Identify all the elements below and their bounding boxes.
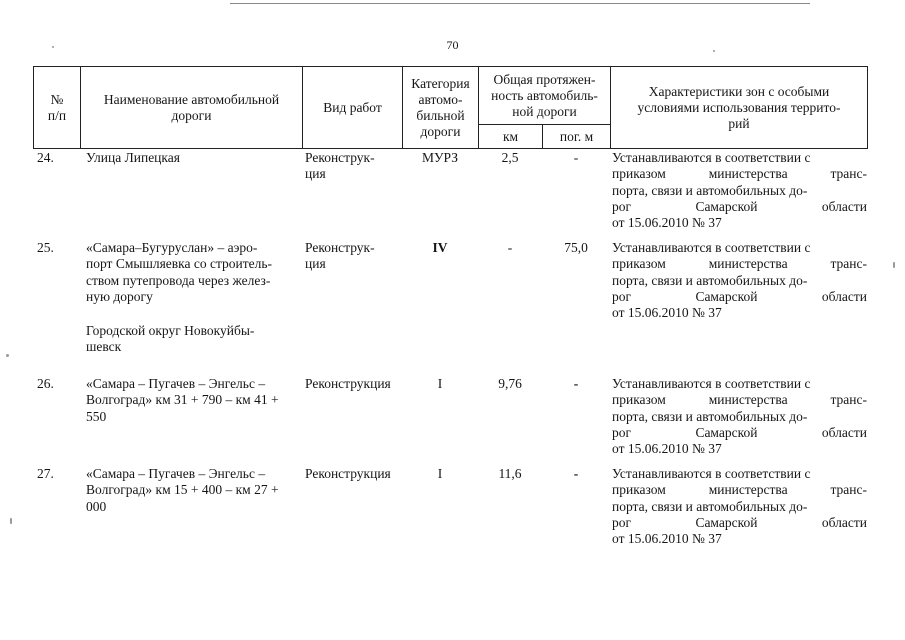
road-name-line: Волгоград» км 31 + 790 – км 41 +	[86, 392, 279, 408]
zone-characteristics	[610, 150, 867, 240]
zone-word: порта, связи и автомобильных до-	[612, 498, 808, 514]
length-km: -	[507, 240, 513, 255]
zone-word: Самарской	[695, 288, 758, 304]
zone-line	[612, 256, 867, 272]
header-length-line: ной дороги	[512, 103, 577, 119]
work-type-line: Реконструк-	[305, 150, 375, 165]
header-zone-line: условиями использования террито-	[637, 99, 841, 115]
zone-line	[612, 199, 867, 215]
road-name	[80, 376, 302, 466]
zone-word: министерства	[708, 482, 788, 498]
header-work: Вид работ	[303, 67, 403, 149]
header-category-line: дороги	[420, 123, 461, 139]
zone-line	[612, 183, 867, 199]
zone-word: Самарской	[695, 198, 758, 214]
zone-word: приказом	[612, 166, 666, 182]
header-name-line: дороги	[171, 107, 212, 123]
header-zone-line: рий	[728, 115, 750, 131]
scan-speck	[893, 262, 895, 268]
work-type	[302, 376, 402, 466]
work-type	[302, 240, 402, 376]
zone-line	[612, 482, 867, 498]
header-name	[81, 67, 303, 149]
header-zone	[611, 67, 868, 149]
zone-word: рог	[612, 424, 632, 440]
zone-word: от 15.06.2010 № 37	[612, 305, 722, 321]
zone-line	[612, 215, 867, 231]
length-km: 11,6	[498, 466, 522, 481]
scan-speck	[52, 46, 54, 48]
work-type-line: ция	[305, 256, 326, 272]
road-category: I	[437, 466, 443, 481]
zone-word: транс-	[830, 482, 867, 498]
zone-word: министерства	[708, 256, 788, 272]
road-name	[80, 150, 302, 240]
zone-line	[612, 376, 867, 392]
zone-word: области	[821, 424, 867, 440]
header-name-line: Наименование автомобильной	[103, 91, 280, 107]
length-pog: -	[573, 376, 579, 391]
zone-characteristics	[610, 240, 867, 376]
zone-word: Устанавливаются в соответствии с	[612, 466, 811, 481]
header-category-line: Категория	[411, 75, 470, 91]
work-type-line: Реконструк-	[305, 240, 375, 255]
header-length-line: Общая протяжен-	[493, 71, 596, 87]
zone-word: министерства	[708, 166, 788, 182]
row-number: 27.	[37, 466, 54, 481]
zone-word: от 15.06.2010 № 37	[612, 215, 722, 231]
zone-word: области	[821, 514, 867, 530]
length-pog: -	[573, 466, 579, 481]
road-name-line: «Самара – Пугачев – Энгельс –	[86, 466, 266, 481]
table-row	[33, 150, 867, 240]
table-row	[33, 240, 867, 376]
zone-line	[612, 240, 867, 256]
header-num-line: п/п	[47, 107, 67, 123]
zone-word: порта, связи и автомобильных до-	[612, 272, 808, 288]
zone-word: транс-	[830, 392, 867, 408]
zone-word: Самарской	[695, 424, 758, 440]
zone-word: от 15.06.2010 № 37	[612, 441, 722, 457]
work-type	[302, 466, 402, 556]
table-row	[33, 376, 867, 466]
zone-line	[612, 425, 867, 441]
road-name	[80, 240, 302, 376]
zone-word: министерства	[708, 392, 788, 408]
row-number: 24.	[37, 150, 54, 165]
header-length-line: ность автомобиль-	[491, 87, 598, 103]
zone-line	[612, 441, 867, 457]
district-note-line: шевск	[86, 339, 122, 355]
header-pog: пог. м	[543, 125, 611, 149]
top-rule	[230, 3, 810, 4]
road-name-line: 000	[86, 498, 107, 514]
work-type-line: ция	[305, 166, 326, 182]
zone-word: транс-	[830, 256, 867, 272]
road-name-line: Улица Липецкая	[86, 150, 180, 165]
length-pog: 75,0	[564, 240, 588, 255]
road-name-line: ством путепровода через желез-	[86, 272, 271, 288]
header-category-line: автомо-	[418, 91, 463, 107]
zone-word: Устанавливаются в соответствии с	[612, 240, 811, 255]
zone-line	[612, 392, 867, 408]
work-type	[302, 150, 402, 240]
zone-line	[612, 515, 867, 531]
road-category: МУРЗ	[422, 150, 458, 165]
zone-word: Устанавливаются в соответствии с	[612, 376, 811, 391]
header-category	[403, 67, 479, 149]
road-name-line: порт Смышляевка со строитель-	[86, 256, 273, 272]
scan-speck	[6, 354, 9, 357]
header-num-line: №	[50, 91, 64, 107]
zone-word: от 15.06.2010 № 37	[612, 531, 722, 547]
road-category: IV	[432, 240, 448, 255]
length-km: 9,76	[498, 376, 522, 391]
zone-word: области	[821, 198, 867, 214]
zone-line	[612, 273, 867, 289]
road-name-line: Волгоград» км 15 + 400 – км 27 +	[86, 482, 279, 498]
zone-word: Самарской	[695, 514, 758, 530]
road-category: I	[437, 376, 443, 391]
header-num	[34, 67, 81, 149]
road-name-line: ную дорогу	[86, 288, 153, 304]
zone-line	[612, 499, 867, 515]
table-row	[33, 466, 867, 556]
table-header	[33, 66, 868, 149]
zone-word: транс-	[830, 166, 867, 182]
work-type-line: Реконструкция	[305, 466, 391, 481]
table-body	[33, 150, 867, 556]
zone-word: Устанавливаются в соответствии с	[612, 150, 811, 165]
zone-characteristics	[610, 376, 867, 466]
zone-line	[612, 166, 867, 182]
zone-line	[612, 531, 867, 547]
zone-line	[612, 150, 867, 166]
row-number: 26.	[37, 376, 54, 391]
length-km: 2,5	[501, 150, 519, 165]
district-note-line: Городской округ Новокуйбы-	[86, 323, 255, 339]
zone-word: порта, связи и автомобильных до-	[612, 408, 808, 424]
zone-word: приказом	[612, 392, 666, 408]
header-zone-line: Характеристики зон с особыми	[648, 83, 830, 99]
zone-word: области	[821, 288, 867, 304]
zone-line	[612, 409, 867, 425]
page-number: 70	[446, 38, 459, 52]
zone-line	[612, 289, 867, 305]
zone-word: рог	[612, 288, 632, 304]
zone-word: приказом	[612, 256, 666, 272]
zone-line	[612, 466, 867, 482]
row-number: 25.	[37, 240, 54, 255]
zone-line	[612, 305, 867, 321]
work-type-line: Реконструкция	[305, 376, 391, 391]
scan-speck	[713, 50, 715, 52]
header-length	[479, 67, 611, 125]
road-name-line: «Самара–Бугуруслан» – аэро-	[86, 240, 258, 255]
zone-word: рог	[612, 514, 632, 530]
zone-word: рог	[612, 198, 632, 214]
zone-word: порта, связи и автомобильных до-	[612, 182, 808, 198]
zone-characteristics	[610, 466, 867, 556]
district-note	[86, 323, 302, 356]
header-category-line: бильной	[416, 107, 465, 123]
scan-speck	[10, 518, 12, 524]
length-pog: -	[573, 150, 579, 165]
zone-word: приказом	[612, 482, 666, 498]
road-name-line: «Самара – Пугачев – Энгельс –	[86, 376, 266, 391]
road-name	[80, 466, 302, 556]
road-name-line: 550	[86, 408, 107, 424]
header-km: км	[479, 125, 543, 149]
